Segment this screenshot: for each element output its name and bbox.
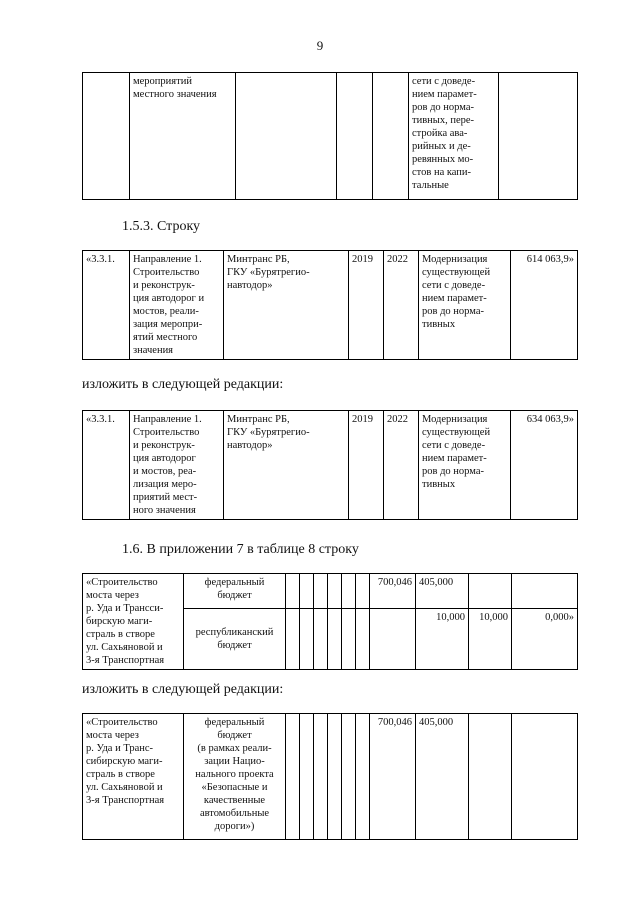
table-cell-result: сети с доведе- нием парамет- ров до норма- тивных, пере- стройка ава- рийных и де- ревянных мо- стов на капи- тальные: [409, 73, 499, 200]
new-bridge-table: [82, 713, 578, 840]
old-bridge-table: [82, 573, 578, 670]
section-heading: 1.5.3. Строку: [122, 219, 201, 234]
cell-number: «3.3.1.: [83, 251, 130, 360]
cell-value: 700,046: [370, 714, 416, 840]
cell-start-year: 2019: [349, 411, 384, 520]
cell-end-year: 2022: [384, 251, 419, 360]
page-number: 9: [316, 38, 324, 53]
table-cell: [499, 73, 578, 200]
cell-value: 405,000: [416, 574, 469, 609]
cell-start-year: 2019: [349, 251, 384, 360]
cell-bridge-name: «Строительство моста через р. Уда и Транс- сибирскую маги- страль в створе ул. Сахьяновой и 3-я Транспортная: [83, 714, 184, 840]
cell-amount: 634 063,9»: [511, 411, 578, 520]
cell-end-year: 2022: [384, 411, 419, 520]
cell-value: 0,000»: [512, 609, 578, 670]
table-cell: [373, 73, 409, 200]
cell-number: «3.3.1.: [83, 411, 130, 520]
old-row-table: [82, 250, 578, 360]
table-cell: [236, 73, 337, 200]
cell-value: 405,000: [416, 714, 469, 840]
edit-heading: изложить в следующей редакции:: [82, 377, 284, 392]
cell-value: 700,046: [370, 574, 416, 609]
cell-direction: Направление 1. Строительство и реконструк- ция автодорог и мостов, реа- лизация меро- приятий мест- ного значения: [130, 411, 224, 520]
table-cell: [83, 73, 130, 200]
cell-source-federal: федеральный бюджет (в рамках реали- зации Нацио- нального проекта «Безопасные и качественные автомобильные дороги»): [184, 714, 286, 840]
table-cell: [337, 73, 373, 200]
cell-executor: Минтранс РБ, ГКУ «Бурятрегио- навтодор»: [224, 411, 349, 520]
cell-executor: Минтранс РБ, ГКУ «Бурятрегио- навтодор»: [224, 251, 349, 360]
continuation-table: [82, 72, 578, 200]
cell-result: Модернизация существующей сети с доведе- нием парамет- ров до норма- тивных: [419, 251, 511, 360]
cell-amount: 614 063,9»: [511, 251, 578, 360]
section-heading: 1.6. В приложении 7 в таблице 8 строку: [122, 542, 359, 557]
edit-heading: изложить в следующей редакции:: [82, 682, 284, 697]
cell-value: 10,000: [469, 609, 512, 670]
new-row-table: [82, 410, 578, 520]
cell-source-federal: федеральный бюджет: [184, 574, 286, 609]
cell-bridge-name: «Строительство моста через р. Уда и Трансси- бирскую маги- страль в створе ул. Сахьяновой и 3-я Транспортная: [83, 574, 184, 670]
cell-source-republic: республиканский бюджет: [184, 609, 286, 670]
cell-direction: Направление 1. Строительство и реконструк- ция автодорог и мостов, реали- зация меропри- ятий местного значения: [130, 251, 224, 360]
table-cell-direction: мероприятий местного значения: [130, 73, 236, 200]
cell-value: 10,000: [416, 609, 469, 670]
cell-result: Модернизация существующей сети с доведе- нием парамет- ров до норма- тивных: [419, 411, 511, 520]
